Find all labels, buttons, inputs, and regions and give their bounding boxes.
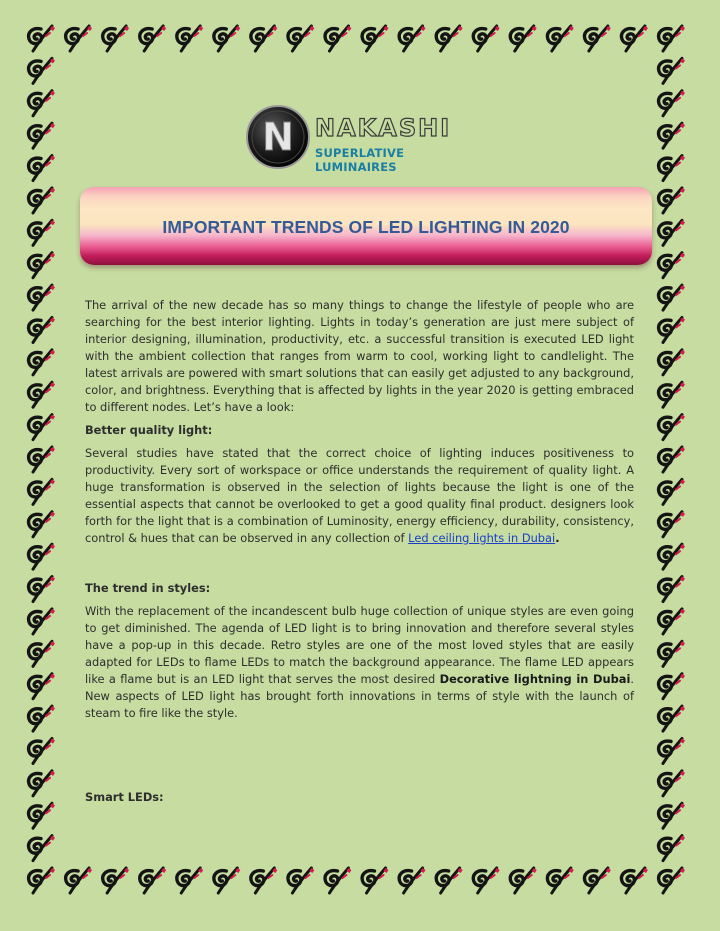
border-ornament <box>659 253 685 278</box>
border-ornament <box>103 868 129 893</box>
border-ornament <box>659 544 685 569</box>
border-ornament <box>399 26 425 51</box>
border-ornament <box>29 641 55 666</box>
border-ornament <box>29 868 55 893</box>
border-ornament <box>659 156 685 181</box>
border-ornament <box>29 544 55 569</box>
section-heading-styles: The trend in styles: <box>85 581 211 595</box>
border-ornament <box>547 868 573 893</box>
section-text-styles-a: With the replacement of the incandescent bulb huge collection of unique styles are even going to get diminished. The agenda of LED light is to bring innovation and therefore several styles have a pop-up in this decade. Retro styles are one of the most loved styles that are easily adapted for LEDs to flame LEDs to match the background appearance. The flame LED appears like a flame but is an LED light that serves the most desired <box>85 604 634 686</box>
border-ornament <box>29 58 55 83</box>
border-ornament <box>140 868 166 893</box>
border-ornament <box>659 738 685 763</box>
border-ornament <box>659 803 685 828</box>
border-ornament <box>659 58 685 83</box>
intro-paragraph: The arrival of the new decade has so many things to change the lifestyle of people who are searching for the best interior lighting. Lights in today’s generation are just mere subject of interior designing, illumination, productivity, etc. a successful transition is executed LED light with the ambient collection that ranges from warm to cool, working light to candlelight. The latest arrivals are powered with smart solutions that can easily get adjusted to any background, color, and brightness. Everything that is affected by lights in the year 2020 is getting embraced to different nodes. Let’s have a look: <box>85 298 634 414</box>
border-ornament <box>29 415 55 440</box>
border-ornament <box>362 26 388 51</box>
page-title: IMPORTANT TRENDS OF LED LIGHTING IN 2020 <box>162 217 570 237</box>
led-ceiling-lights-link[interactable]: Led ceiling lights in Dubai <box>408 531 556 545</box>
border-ornament <box>659 512 685 537</box>
border-ornament <box>659 479 685 504</box>
section-heading-quality: Better quality light: <box>85 423 213 437</box>
border-ornament <box>325 868 351 893</box>
border-ornament <box>659 26 685 51</box>
border-ornament <box>29 706 55 731</box>
border-ornament <box>288 26 314 51</box>
border-ornament <box>510 868 536 893</box>
brand-tagline: SUPERLATIVE LUMINAIRES <box>315 146 405 174</box>
border-ornament <box>288 868 314 893</box>
border-ornament <box>659 350 685 375</box>
border-ornament <box>436 868 462 893</box>
border-ornament <box>659 609 685 634</box>
border-ornament <box>659 188 685 213</box>
border-ornament <box>659 641 685 666</box>
border-ornament <box>103 26 129 51</box>
border-ornament <box>659 285 685 310</box>
border-ornament <box>29 188 55 213</box>
border-ornament <box>140 26 166 51</box>
border-ornament <box>659 771 685 796</box>
border-ornament <box>622 868 648 893</box>
article-body <box>85 297 634 806</box>
border-ornament <box>584 26 610 51</box>
decorative-lighting-bold: Decorative lightning in Dubai <box>439 672 631 686</box>
border-ornament <box>659 220 685 245</box>
border-ornament <box>29 771 55 796</box>
section-text-styles-b: . New aspects of LED light has brought forth innovations in terms of style with the launch of steam to fire like the style. <box>85 672 634 720</box>
section-paragraph-styles <box>85 603 634 722</box>
border-ornament <box>29 123 55 148</box>
border-ornament <box>177 26 203 51</box>
border-ornament <box>659 706 685 731</box>
border-ornament <box>436 26 462 51</box>
brand-logo <box>245 104 485 174</box>
border-ornament <box>659 577 685 602</box>
border-ornament <box>29 512 55 537</box>
border-ornament <box>473 868 499 893</box>
border-ornament <box>66 26 92 51</box>
border-ornament <box>29 350 55 375</box>
border-ornament <box>510 26 536 51</box>
logo-emblem <box>245 104 311 170</box>
border-ornament <box>584 868 610 893</box>
section-paragraph-quality <box>85 445 634 547</box>
border-ornament <box>251 868 277 893</box>
section-text-quality: Several studies have stated that the correct choice of lighting induces positiveness to productivity. Every sort of workspace or office understands the requirement of quality light. A huge transformation is observed in the selection of lights because the light is one of the essential aspects that cannot be overlooked to get a good quality final product. designers look forth for the light that is a combination of Luminosity, energy efficiency, durability, consistency, control & hues that can be observed in any collection of <box>85 446 634 545</box>
border-ornament <box>29 738 55 763</box>
border-ornament <box>251 26 277 51</box>
border-ornament <box>325 26 351 51</box>
border-ornament <box>29 803 55 828</box>
border-ornament <box>29 156 55 181</box>
section-end-punct: . <box>555 531 560 545</box>
border-ornament <box>29 674 55 699</box>
border-ornament <box>29 479 55 504</box>
border-ornament <box>659 382 685 407</box>
border-ornament <box>659 415 685 440</box>
border-ornament <box>659 91 685 116</box>
border-ornament <box>362 868 388 893</box>
border-ornament <box>659 447 685 472</box>
border-ornament <box>29 577 55 602</box>
border-ornament <box>214 868 240 893</box>
border-ornament <box>659 674 685 699</box>
border-ornament <box>177 868 203 893</box>
border-ornament <box>29 836 55 861</box>
title-banner <box>80 187 652 265</box>
border-ornament <box>473 26 499 51</box>
logo-letter: N <box>262 115 294 159</box>
border-ornament <box>29 285 55 310</box>
border-ornament <box>29 253 55 278</box>
brand-name: NAKASHI <box>315 114 452 142</box>
border-ornament <box>547 26 573 51</box>
border-ornament <box>29 447 55 472</box>
border-ornament <box>29 26 55 51</box>
border-ornament <box>214 26 240 51</box>
border-ornament <box>29 382 55 407</box>
section-heading-smart: Smart LEDs: <box>85 790 164 804</box>
border-ornament <box>659 123 685 148</box>
border-ornament <box>659 868 685 893</box>
border-ornament <box>29 609 55 634</box>
border-ornament <box>399 868 425 893</box>
border-ornament <box>622 26 648 51</box>
border-ornament <box>659 317 685 342</box>
border-ornament <box>66 868 92 893</box>
border-ornament <box>29 220 55 245</box>
border-ornament <box>29 317 55 342</box>
border-ornament <box>29 91 55 116</box>
border-ornament <box>659 836 685 861</box>
